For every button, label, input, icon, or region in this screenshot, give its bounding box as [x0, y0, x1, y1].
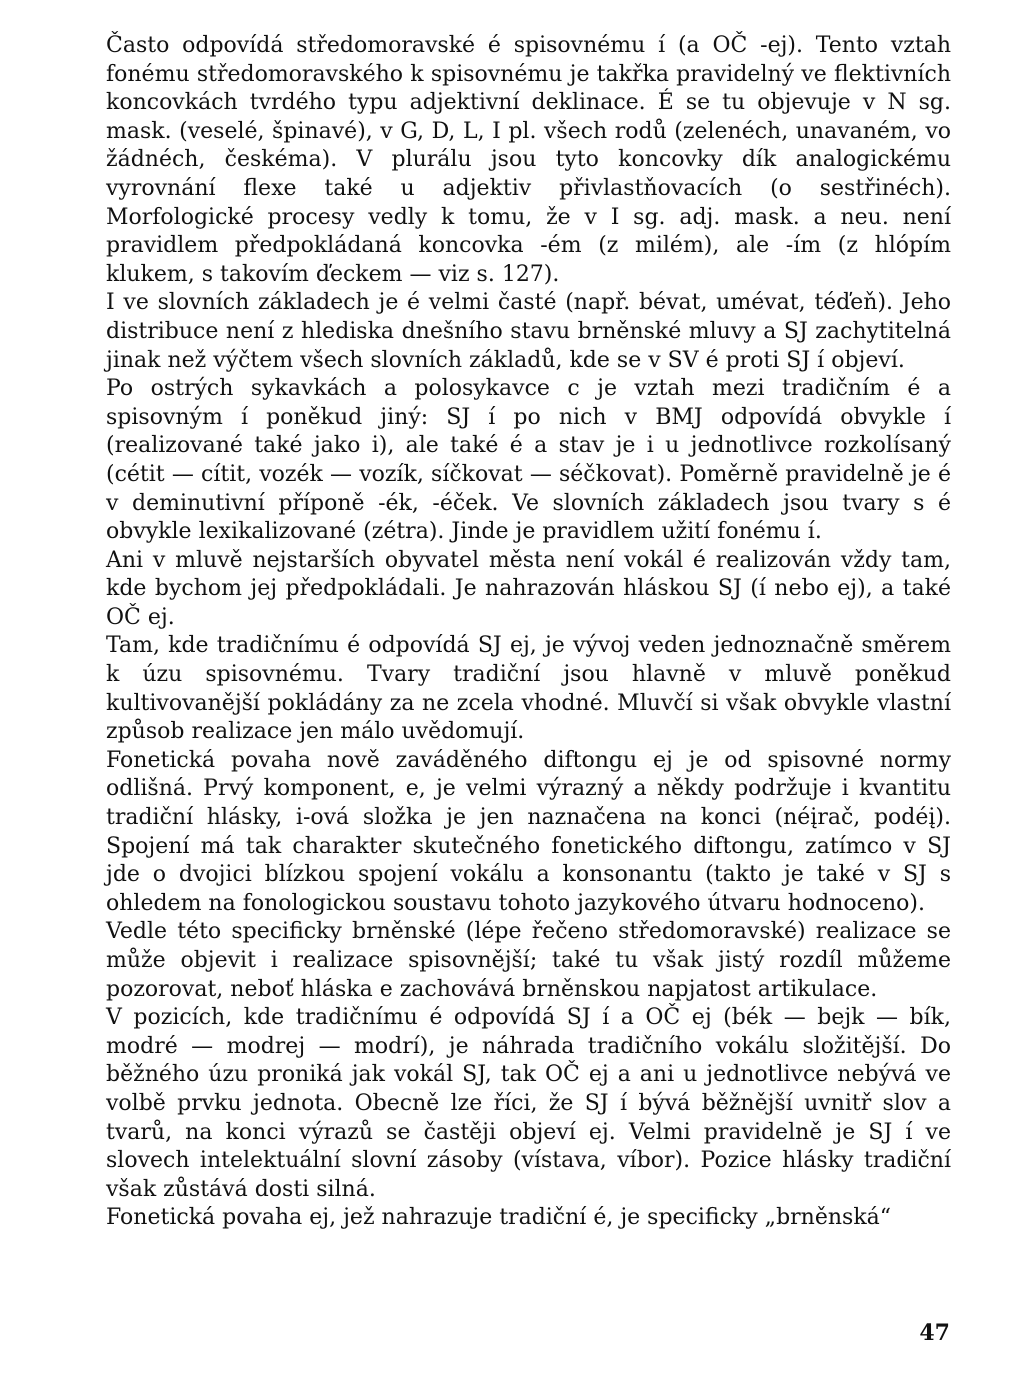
- paragraph-8: V pozicích, kde tradičnímu é odpovídá SJ í a OČ ej (bék — bejk — bík, modré — modrej — modrí), je náhrada tradičního vokálu složitější. Do běžného úzu proniká jak vokál SJ, tak OČ ej a ani u jednotlivce nebývá ve volbě prvku jednota. Obecně lze říci, že SJ í bývá běžnější uvnitř slov a tvarů, na konci výrazů se častěji objeví ej. Velmi pravidelně je SJ í ve slovech intelektuální slovní zásoby (vístava, víbor). Pozice hlásky tradiční však zůstává dosti silná.: [106, 1005, 951, 1202]
- paragraph-4: Ani v mluvě nejstarších obyvatel města není vokál é realizován vždy tam, kde bychom jej předpokládali. Je nahrazován hláskou SJ (í nebo ej), a také OČ ej.: [106, 547, 951, 630]
- paragraph-7: Vedle této specificky brněnské (lépe řečeno středomoravské) realizace se může objevit i realizace spisovnější; také tu však jistý rozdíl můžeme pozorovat, neboť hláska e zachovává brněnskou napjatost artikulace.: [106, 919, 951, 1002]
- body-text: [106, 32, 951, 1233]
- paragraph-3: Po ostrých sykavkách a polosykavce c je vztah mezi tradičním é a spisovným í poněkud jiný: SJ í po nich v BMJ odpovídá obvykle í (realizované také jako i), ale také é a stav je i u jednotlivce rozkolísaný (cétit — cítit, vozék — vozík, síčkovat — séčkovat). Poměrně pravidelně je é v deminutivní příponě -ék, -éček. Ve slovních základech jsou tvary s é obvykle lexikalizované (zétra). Jinde je pravidlem užití fonému í.: [106, 376, 951, 545]
- paragraph-6: Fonetická povaha nově zaváděného diftongu ej je od spisovné normy odlišná. Prvý komponent, e, je velmi výrazný a někdy podržuje i kvantitu tradiční hlásky, i-ová složka je jen naznačena na konci (néįrač, podéį). Spojení má tak charakter skutečného fonetického diftongu, zatímco v SJ jde o dvojici blízkou spojení vokálu a konsonantu (takto je také v SJ s ohledem na fonologickou soustavu tohoto jazykového útvaru hodnoceno).: [106, 747, 951, 916]
- paragraph-5: Tam, kde tradičnímu é odpovídá SJ ej, je vývoj veden jednoznačně směrem k úzu spisovnému. Tvary tradiční jsou hlavně v mluvě poněkud kultivovanější pokládány za ne zcela vhodné. Mluvčí si však obvykle vlastní způsob realizace jen málo uvědomují.: [106, 633, 951, 745]
- paragraph-1: Často odpovídá středomoravské é spisovnému í (a OČ -ej). Tento vztah fonému středomoravského k spisovnému je takřka pravidelný ve flektivních koncovkách tvrdého typu adjektivní deklinace. É se tu objevuje v N sg. mask. (veselé, špinavé), v G, D, L, I pl. všech rodů (zelenéch, unavaném, vo žádnéch, českéma). V plurálu jsou tyto koncovky dík analogickému vyrovnání flexe také u adjektiv přivlastňovacích (o sestřinéch). Morfologické procesy vedly k tomu, že v I sg. adj. mask. a neu. není pravidlem předpokládaná koncovka -ém (z milém), ale -ím (z hlópím klukem, s takovím ďeckem — viz s. 127).: [106, 33, 951, 287]
- paragraph-9: Fonetická povaha ej, jež nahrazuje tradiční é, je specificky „brněnská“: [106, 1205, 892, 1231]
- page-number: 47: [919, 1320, 950, 1346]
- paragraph-2: I ve slovních základech je é velmi časté (např. bévat, umévat, téďeň). Jeho distribuce není z hlediska dnešního stavu brněnské mluvy a SJ zachytitelná jinak než výčtem všech slovních základů, kde se v SV é proti SJ í objeví.: [106, 290, 951, 373]
